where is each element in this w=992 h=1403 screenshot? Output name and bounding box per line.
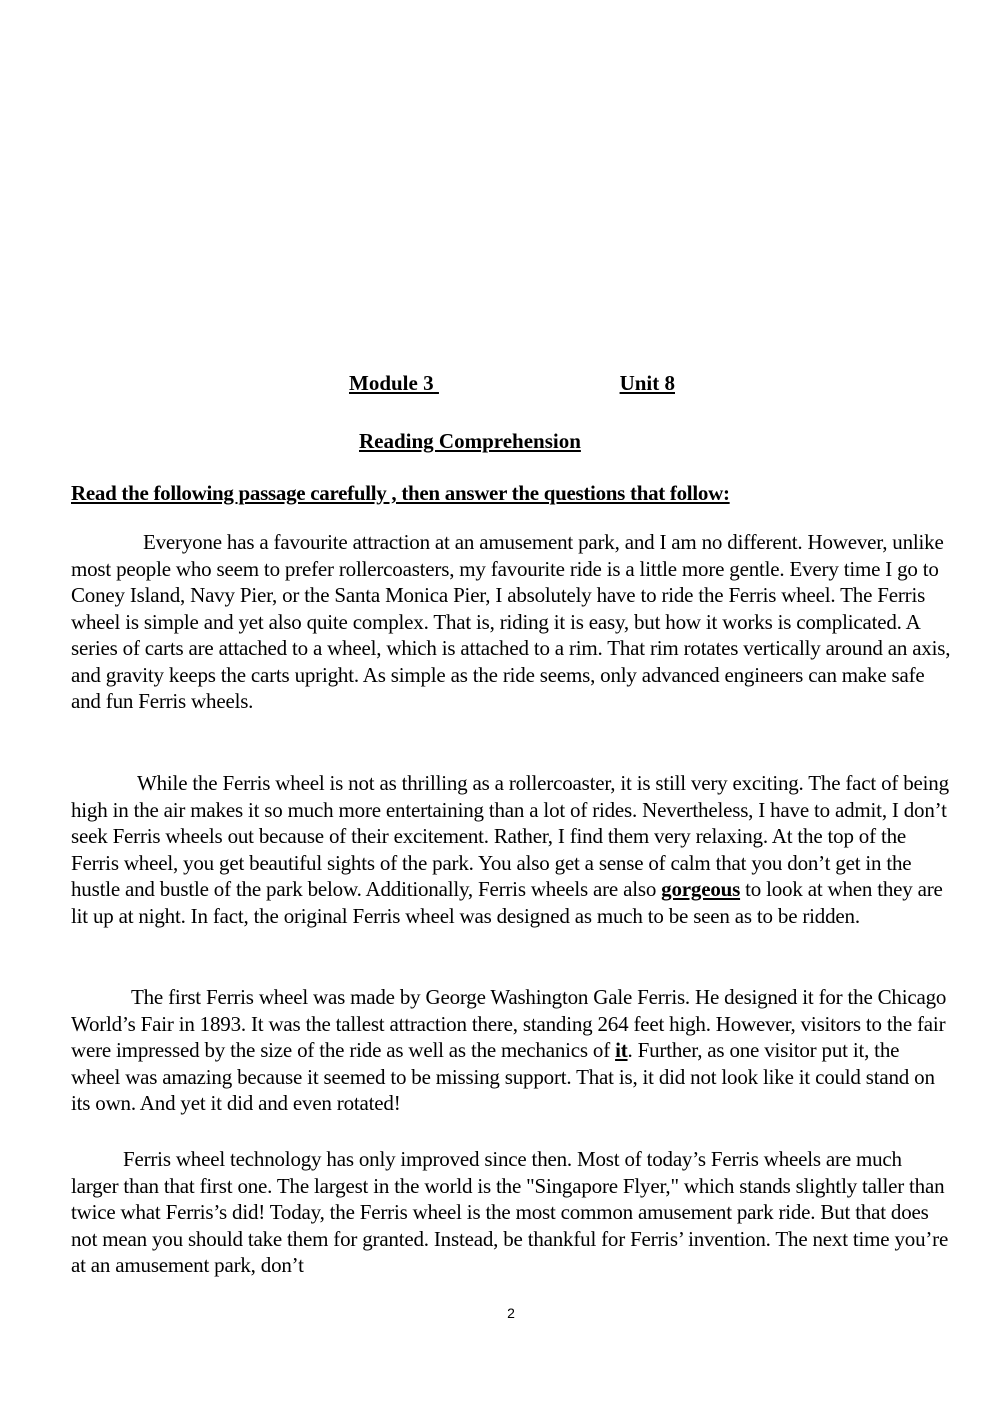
paragraph-text-before: While the Ferris wheel is not as thrilling as a rollercoaster, it is still very exciting. The fact of being high in the air makes it so much more entertaining than a lot of rides. Nevertheless, I have to admit, I don’t seek Ferris wheels out because of their excitement. Rather, I find them very relaxing. At the top of the Ferris wheel, you get beautiful sights of the park. You also get a sense of calm that you don’t get in the hustle and bustle of the park below. Additionally, Ferris wheels are also [71, 771, 949, 901]
paragraph-text [71, 770, 951, 929]
highlighted-word-gorgeous: gorgeous [661, 877, 741, 901]
paragraph-text: Everyone has a favourite attraction at an amusement park, and I am no different. However, unlike most people who seem to prefer rollercoasters, my favourite ride is a little more gentle. Every time I go to Coney Island, Navy Pier, or the Santa Monica Pier, I absolutely have to ride the Ferris wheel. The Ferris wheel is simple and yet also quite complex. That is, riding it is easy, but how it works is complicated. A series of carts are attached to a wheel, which is attached to a rim. That rim rotates vertically around an axis, and gravity keeps the carts upright. As simple as the ride seems, only advanced engineers can make safe and fun Ferris wheels. [71, 530, 951, 713]
paragraph-text: Ferris wheel technology has only improved since then. Most of today’s Ferris wheels are much larger than that first one. The largest in the world is the "Singapore Flyer," which stands slightly taller than twice what Ferris’s did! Today, the Ferris wheel is the most common amusement park ride. But that does not mean you should take them for granted. Instead, be thankful for Ferris’ invention. The next time you’re at an amusement park, don’t [71, 1147, 949, 1277]
instruction-text: Read the following passage carefully , then answer the questions that follow: [71, 481, 730, 505]
passage-paragraph-2 [71, 770, 951, 929]
paragraph-text-after: . Further, as one visitor put it, the wheel was amazing because it seemed to be missing support. That is, it did not look like it could stand on its own. And yet it did and even rotated! [71, 1038, 935, 1115]
passage-paragraph-3 [71, 984, 951, 1117]
highlighted-word-it: it [615, 1038, 628, 1062]
paragraph-text [71, 984, 951, 1117]
passage-paragraph-1 [71, 529, 951, 715]
heading-spacer [434, 370, 620, 396]
page-number: 2 [507, 1305, 515, 1321]
unit-label: Unit 8 [619, 371, 675, 395]
paragraph-text-after: to look at when they are lit up at night. In fact, the original Ferris wheel was designed as much to be seen as to be ridden. [71, 877, 943, 928]
module-label: Module 3 [349, 371, 434, 395]
module-unit-heading [349, 370, 675, 396]
paragraph-text-before: The first Ferris wheel was made by George Washington Gale Ferris. He designed it for the Chicago World’s Fair in 1893. It was the tallest attraction there, standing 264 feet high. However, visitors to the fair were impressed by the size of the ride as well as the mechanics of [71, 985, 947, 1062]
passage-paragraph-4 [71, 1146, 951, 1279]
page-title: Reading Comprehension [359, 429, 581, 453]
